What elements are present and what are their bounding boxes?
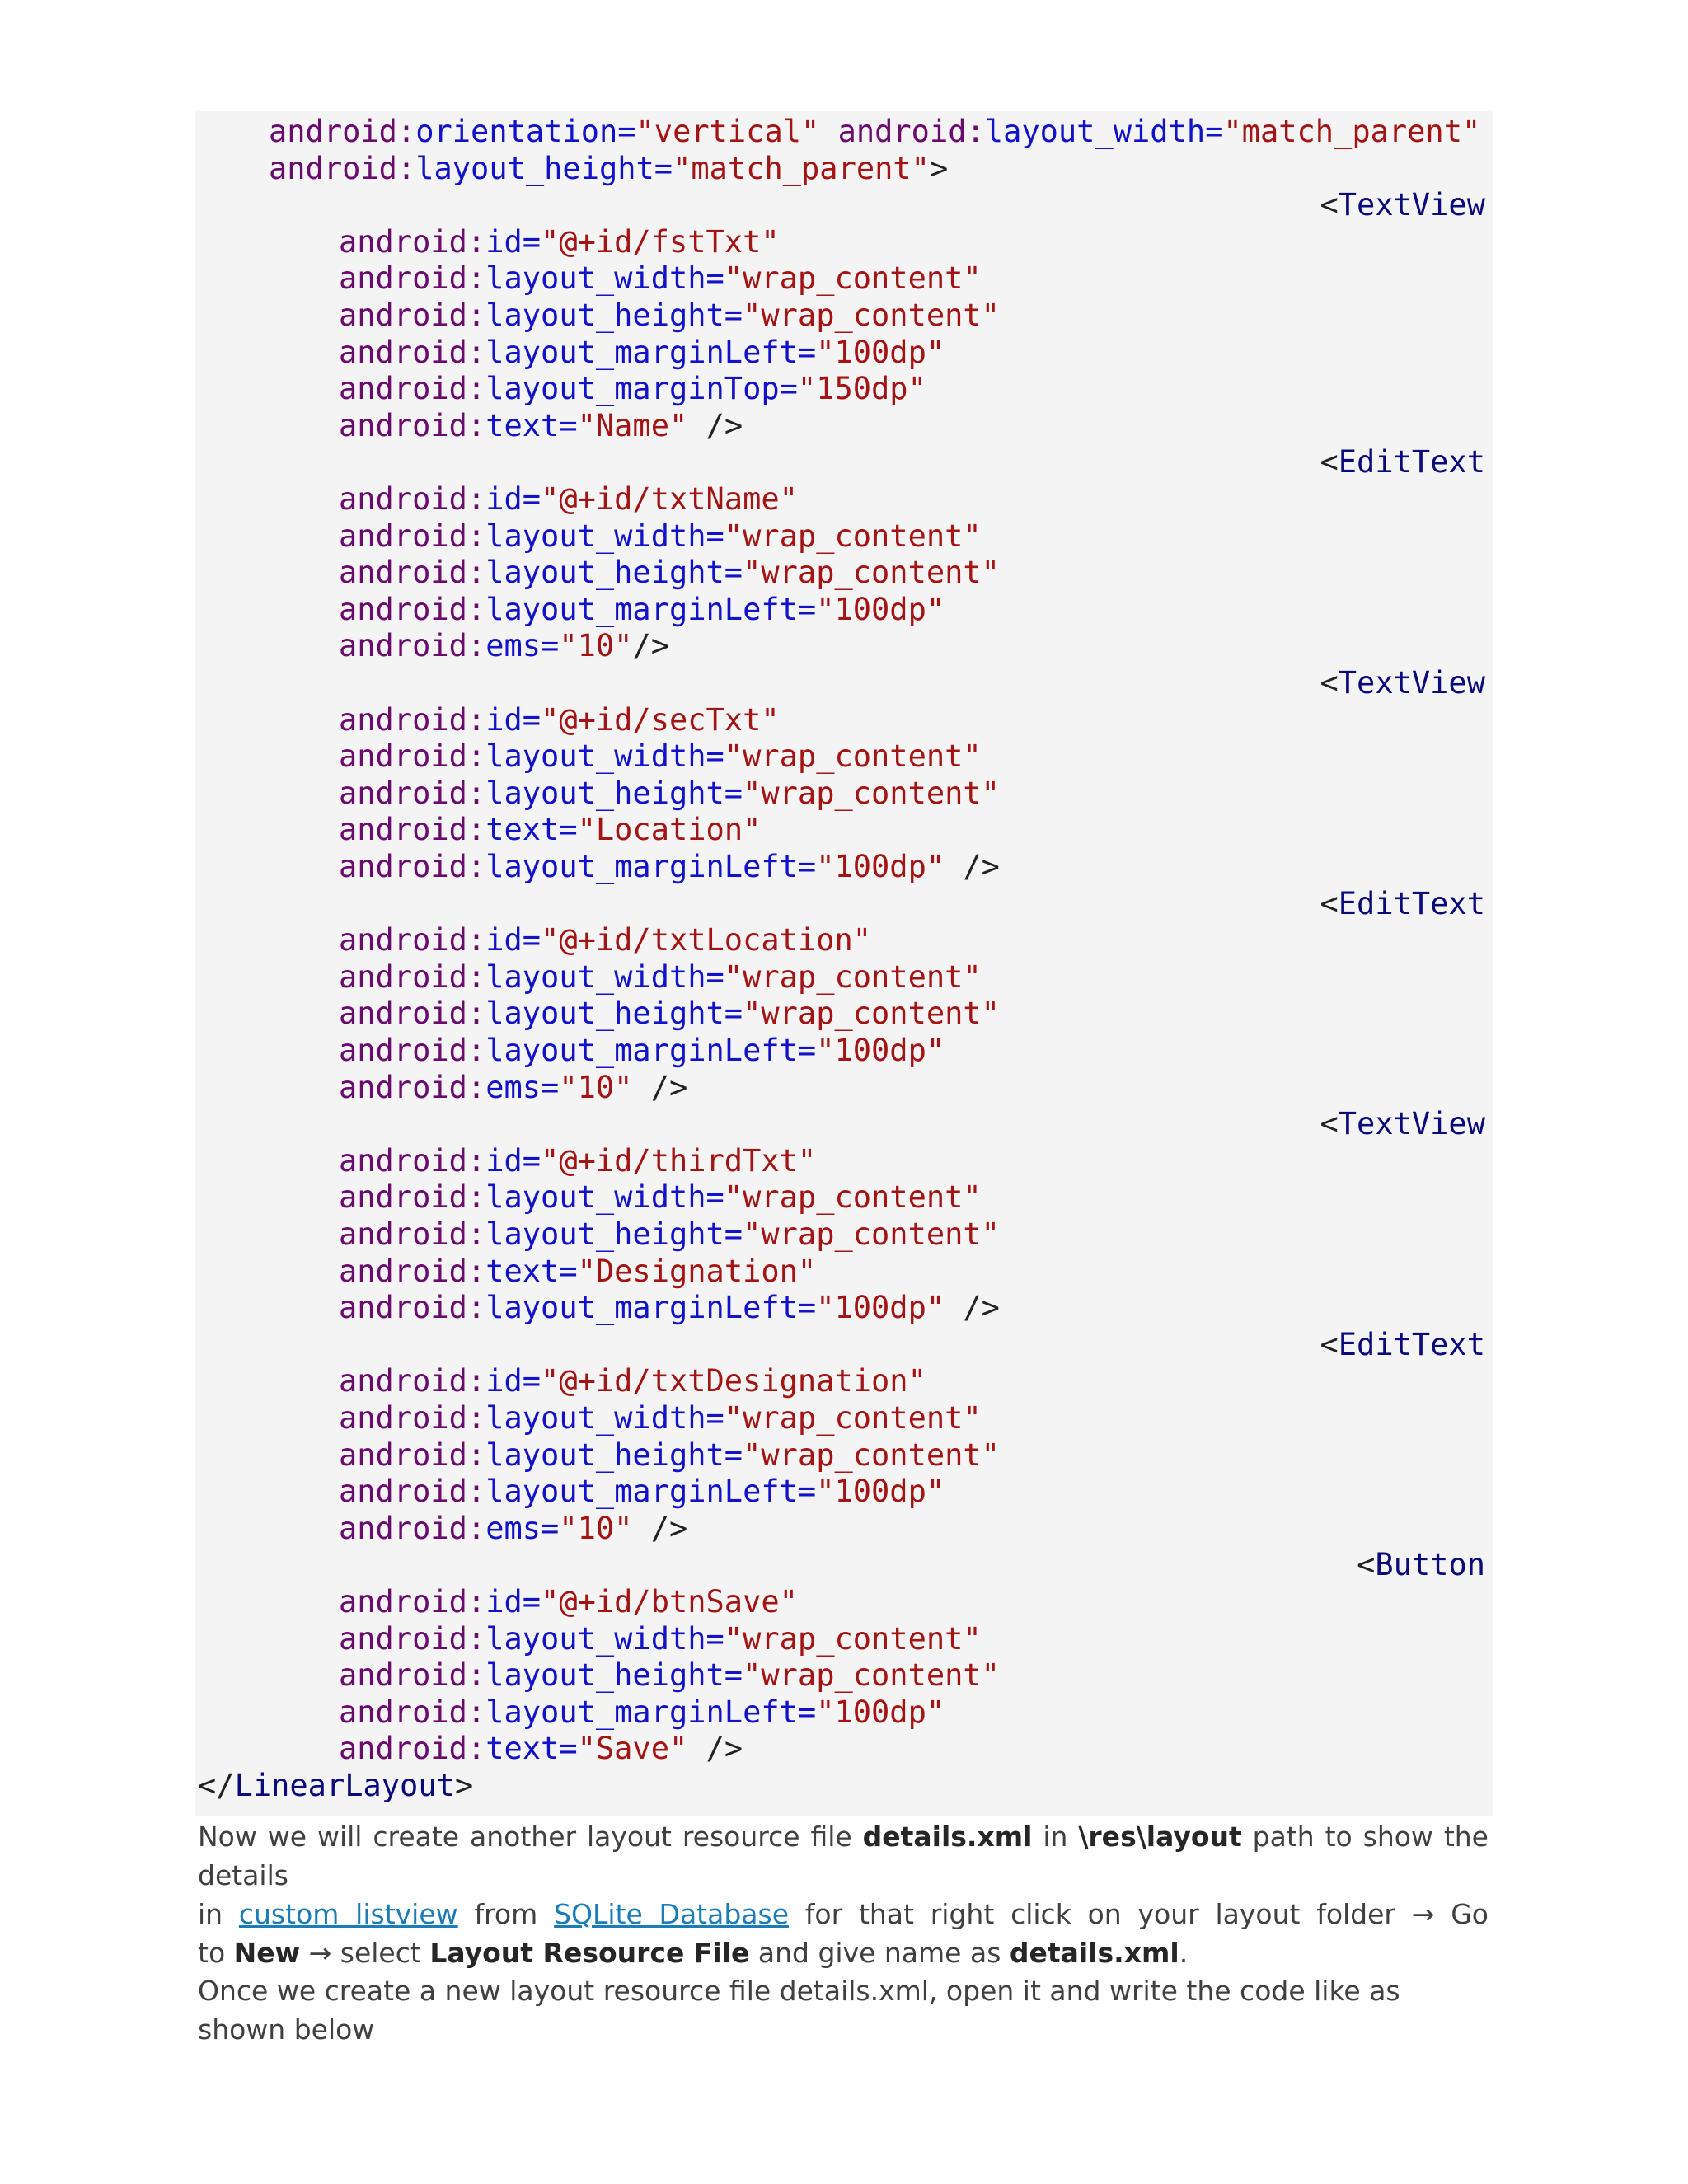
- code-block: [195, 111, 1493, 1816]
- paragraph-line-3: [198, 1933, 1489, 1972]
- code-token: android:: [339, 1584, 486, 1619]
- code-token: "Location": [577, 812, 762, 848]
- code-line: [195, 260, 1485, 297]
- code-line: [195, 848, 1485, 885]
- code-token: text=: [485, 407, 578, 443]
- filename-bold: details.xml: [1009, 1937, 1179, 1969]
- code-token: id=: [485, 1363, 542, 1399]
- code-token: android:: [269, 150, 416, 186]
- code-line: [195, 664, 1485, 701]
- code-token: android:: [339, 260, 486, 297]
- code-token: layout_width=: [485, 958, 724, 995]
- text-span: and give name as: [749, 1937, 1010, 1969]
- code-token: android:: [339, 1216, 486, 1252]
- code-token: </: [198, 1768, 235, 1803]
- code-token: >: [929, 150, 949, 186]
- code-token: />: [632, 1069, 688, 1105]
- code-token: android:: [339, 1290, 486, 1326]
- code-token: text=: [485, 812, 578, 848]
- code-token: "wrap_content": [743, 775, 1000, 811]
- code-token: "150dp": [797, 371, 926, 407]
- text-span: for that right click on your layout folder: [789, 1898, 1412, 1930]
- code-token: android:: [339, 1179, 486, 1216]
- code-token: layout_width=: [485, 260, 724, 297]
- code-token: layout_height=: [485, 1436, 743, 1473]
- code-token: "wrap_content": [743, 1657, 1000, 1694]
- code-line: [195, 921, 1485, 958]
- code-token: "wrap_content": [724, 1400, 982, 1436]
- code-token: <: [1357, 1547, 1376, 1583]
- code-token: layout_marginLeft=: [485, 849, 817, 884]
- code-token: layout_height=: [485, 555, 743, 591]
- code-token: "wrap_content": [724, 1179, 982, 1216]
- code-token: android:: [339, 298, 486, 333]
- code-token: android:: [339, 1253, 486, 1289]
- paragraph-followup-text: Once we create a new layout resource file details.xml, open it and write the code like as shown below: [198, 1975, 1400, 2046]
- code-line: [195, 701, 1485, 738]
- code-token: "wrap_content": [743, 555, 1000, 591]
- code-token: "wrap_content": [724, 958, 982, 995]
- code-token: <: [1320, 1106, 1339, 1142]
- code-line: [195, 297, 1485, 334]
- code-token: android:: [339, 223, 486, 260]
- code-line: [195, 1583, 1485, 1620]
- code-token: "100dp": [816, 334, 945, 370]
- code-token: id=: [485, 1142, 542, 1179]
- code-line: [195, 480, 1485, 518]
- code-line: [195, 1289, 1485, 1326]
- code-line: [195, 627, 1485, 664]
- path-bold: \res\layout: [1078, 1821, 1242, 1853]
- code-line: [195, 554, 1485, 591]
- code-token: id=: [485, 922, 542, 958]
- code-token: layout_height=: [485, 775, 743, 811]
- paragraph-line-1: [198, 1817, 1489, 1895]
- code-line: [195, 1767, 1485, 1804]
- code-token: EditText: [1338, 1326, 1485, 1362]
- code-token: TextView: [1338, 1106, 1485, 1142]
- code-token: "10": [559, 1069, 633, 1105]
- code-token: android:: [339, 1510, 486, 1546]
- code-token: <: [1320, 444, 1339, 480]
- code-line: [195, 1694, 1485, 1731]
- code-token: android:: [339, 1731, 486, 1767]
- code-token: layout_marginLeft=: [485, 591, 817, 627]
- code-line: [195, 1142, 1485, 1179]
- code-token: <: [1320, 665, 1339, 701]
- code-line: [195, 738, 1485, 775]
- code-token: text=: [485, 1253, 578, 1289]
- code-token: LinearLayout: [234, 1768, 455, 1803]
- menu-new-bold: New: [233, 1937, 301, 1969]
- code-line: [195, 1179, 1485, 1216]
- code-token: "@+id/btnSave": [541, 1584, 798, 1619]
- code-token: layout_height=: [415, 150, 673, 186]
- text-span: .: [1179, 1937, 1189, 1969]
- code-token: "Save": [577, 1731, 688, 1767]
- code-token: android:: [339, 1363, 486, 1399]
- code-token: "Name": [577, 407, 688, 443]
- code-token: layout_marginLeft=: [485, 1694, 817, 1730]
- arrow-right-icon: →: [1411, 1898, 1435, 1930]
- code-token: ems=: [485, 628, 560, 664]
- code-line: [195, 1326, 1485, 1363]
- code-token: />: [687, 1731, 743, 1767]
- code-token: "match_parent": [673, 150, 930, 186]
- code-token: "@+id/txtDesignation": [541, 1363, 926, 1399]
- code-token: android:: [339, 334, 486, 370]
- code-token: layout_width=: [485, 1620, 724, 1657]
- code-line: [195, 223, 1485, 260]
- code-line: [195, 1546, 1485, 1583]
- code-token: layout_marginLeft=: [485, 1290, 817, 1326]
- code-line: [195, 885, 1485, 922]
- code-token: />: [632, 1510, 688, 1546]
- code-line: [195, 1657, 1485, 1694]
- code-token: <: [1320, 1326, 1339, 1362]
- code-token: "wrap_content": [724, 518, 982, 554]
- code-token: "100dp": [816, 1694, 945, 1730]
- code-line: [195, 443, 1485, 480]
- code-token: TextView: [1338, 187, 1485, 223]
- code-line: [195, 958, 1485, 996]
- code-line: [195, 407, 1485, 444]
- code-token: "match_parent": [1223, 114, 1481, 149]
- code-line: [195, 775, 1485, 812]
- code-token: "100dp": [816, 1033, 945, 1068]
- code-token: layout_width=: [485, 518, 724, 554]
- code-token: "@+id/fstTxt": [541, 223, 780, 260]
- code-line: [195, 1253, 1485, 1290]
- code-token: "vertical": [635, 114, 820, 149]
- code-token: layout_width=: [485, 1179, 724, 1216]
- code-token: "@+id/thirdTxt": [541, 1142, 817, 1179]
- code-token: ems=: [485, 1510, 560, 1546]
- code-line: [195, 1510, 1485, 1547]
- code-token: android:: [339, 628, 486, 664]
- code-line: [195, 1436, 1485, 1474]
- code-token: "100dp": [816, 591, 945, 627]
- code-token: android:: [339, 481, 486, 517]
- code-token: android:: [339, 407, 486, 443]
- code-token: android:: [339, 922, 486, 958]
- code-token: "wrap_content": [724, 738, 982, 775]
- code-line: [195, 1216, 1485, 1253]
- code-token: "Designation": [577, 1253, 817, 1289]
- code-token: />: [632, 628, 669, 664]
- code-token: />: [945, 1290, 1000, 1326]
- text-span: in: [198, 1898, 239, 1930]
- code-token: />: [687, 407, 743, 443]
- code-token: "wrap_content": [743, 1216, 1000, 1252]
- code-token: android:: [339, 775, 486, 811]
- code-token: "100dp": [816, 849, 945, 884]
- code-token: id=: [485, 701, 542, 738]
- code-token: android:: [269, 114, 416, 149]
- text-span: path to show the details: [198, 1821, 1489, 1891]
- code-token: android:: [339, 1400, 486, 1436]
- text-span: from: [457, 1898, 555, 1930]
- paragraph-followup: [198, 1971, 1489, 2049]
- code-token: TextView: [1338, 665, 1485, 701]
- code-token: android:: [339, 1033, 486, 1068]
- code-token: android:: [339, 812, 486, 848]
- code-line: [195, 150, 1485, 187]
- code-token: android:: [837, 114, 985, 149]
- code-token: android:: [339, 518, 486, 554]
- custom-listview-link[interactable]: custom listview: [238, 1898, 458, 1930]
- paragraph-line-2: [198, 1895, 1489, 1933]
- code-token: layout_marginLeft=: [485, 334, 817, 370]
- code-token: android:: [339, 996, 486, 1032]
- text-span: select: [340, 1937, 430, 1969]
- code-token: android:: [339, 1474, 486, 1510]
- code-line: [195, 1620, 1485, 1657]
- code-token: id=: [485, 1584, 542, 1619]
- code-token: android:: [339, 701, 486, 738]
- code-token: layout_height=: [485, 298, 743, 333]
- code-token: "@+id/txtName": [541, 481, 798, 517]
- code-token: Button: [1375, 1547, 1485, 1583]
- code-token: EditText: [1338, 444, 1485, 480]
- code-token: "10": [559, 1510, 633, 1546]
- code-token: layout_height=: [485, 1216, 743, 1252]
- code-line: [195, 518, 1485, 555]
- code-token: layout_marginTop=: [485, 371, 798, 407]
- code-token: android:: [339, 1142, 486, 1179]
- code-token: [819, 114, 837, 149]
- code-token: ems=: [485, 1069, 560, 1105]
- code-token: android:: [339, 371, 486, 407]
- code-line: [195, 113, 1485, 150]
- code-token: android:: [339, 555, 486, 591]
- code-token: android:: [339, 958, 486, 995]
- code-line: [195, 1730, 1485, 1767]
- code-token: orientation=: [415, 114, 636, 149]
- paragraph-instructions: [198, 1817, 1489, 1972]
- code-token: EditText: [1338, 885, 1485, 921]
- code-token: android:: [339, 1620, 486, 1657]
- code-line: [195, 591, 1485, 628]
- code-token: id=: [485, 481, 542, 517]
- code-token: "wrap_content": [743, 1436, 1000, 1473]
- code-token: <: [1320, 885, 1339, 921]
- code-token: android:: [339, 849, 486, 884]
- code-token: <: [1320, 187, 1339, 223]
- code-line: [195, 334, 1485, 371]
- code-token: layout_height=: [485, 996, 743, 1032]
- code-line: [195, 1032, 1485, 1069]
- text-span: to: [198, 1937, 234, 1969]
- code-token: android:: [339, 738, 486, 775]
- code-token: id=: [485, 223, 542, 260]
- code-token: "@+id/txtLocation": [541, 922, 872, 958]
- code-token: layout_width=: [984, 114, 1224, 149]
- code-token: android:: [339, 591, 486, 627]
- code-line: [195, 1399, 1485, 1436]
- code-token: "@+id/secTxt": [541, 701, 780, 738]
- code-token: >: [454, 1768, 474, 1803]
- code-token: layout_marginLeft=: [485, 1033, 817, 1068]
- text-span: Now we will create another layout resource file: [198, 1821, 863, 1853]
- code-line: [195, 1362, 1485, 1399]
- code-token: "wrap_content": [743, 996, 1000, 1032]
- code-token: layout_marginLeft=: [485, 1474, 817, 1510]
- code-token: "10": [559, 628, 633, 664]
- code-token: "100dp": [816, 1474, 945, 1510]
- code-line: [195, 370, 1485, 407]
- code-line: [195, 186, 1485, 223]
- code-line: [195, 1473, 1485, 1510]
- code-line: [195, 811, 1485, 848]
- code-token: android:: [339, 1436, 486, 1473]
- arrow-right-icon: →: [300, 1937, 340, 1969]
- code-token: android:: [339, 1657, 486, 1694]
- code-token: layout_width=: [485, 738, 724, 775]
- code-line: [195, 995, 1485, 1032]
- menu-layout-resource-file-bold: Layout Resource File: [429, 1937, 750, 1969]
- filename-bold: details.xml: [862, 1821, 1033, 1853]
- code-token: android:: [339, 1694, 486, 1730]
- code-token: />: [945, 849, 1000, 884]
- code-token: text=: [485, 1731, 578, 1767]
- code-token: "wrap_content": [724, 1620, 982, 1657]
- code-token: layout_height=: [485, 1657, 743, 1694]
- code-token: "100dp": [816, 1290, 945, 1326]
- text-span: Go: [1434, 1898, 1489, 1930]
- code-token: "wrap_content": [743, 298, 1000, 333]
- code-token: android:: [339, 1069, 486, 1105]
- code-line: [195, 1105, 1485, 1142]
- sqlite-database-link[interactable]: SQLite Database: [554, 1898, 789, 1930]
- code-token: layout_width=: [485, 1400, 724, 1436]
- code-token: "wrap_content": [724, 260, 982, 297]
- text-span: in: [1032, 1821, 1079, 1853]
- code-line: [195, 1069, 1485, 1106]
